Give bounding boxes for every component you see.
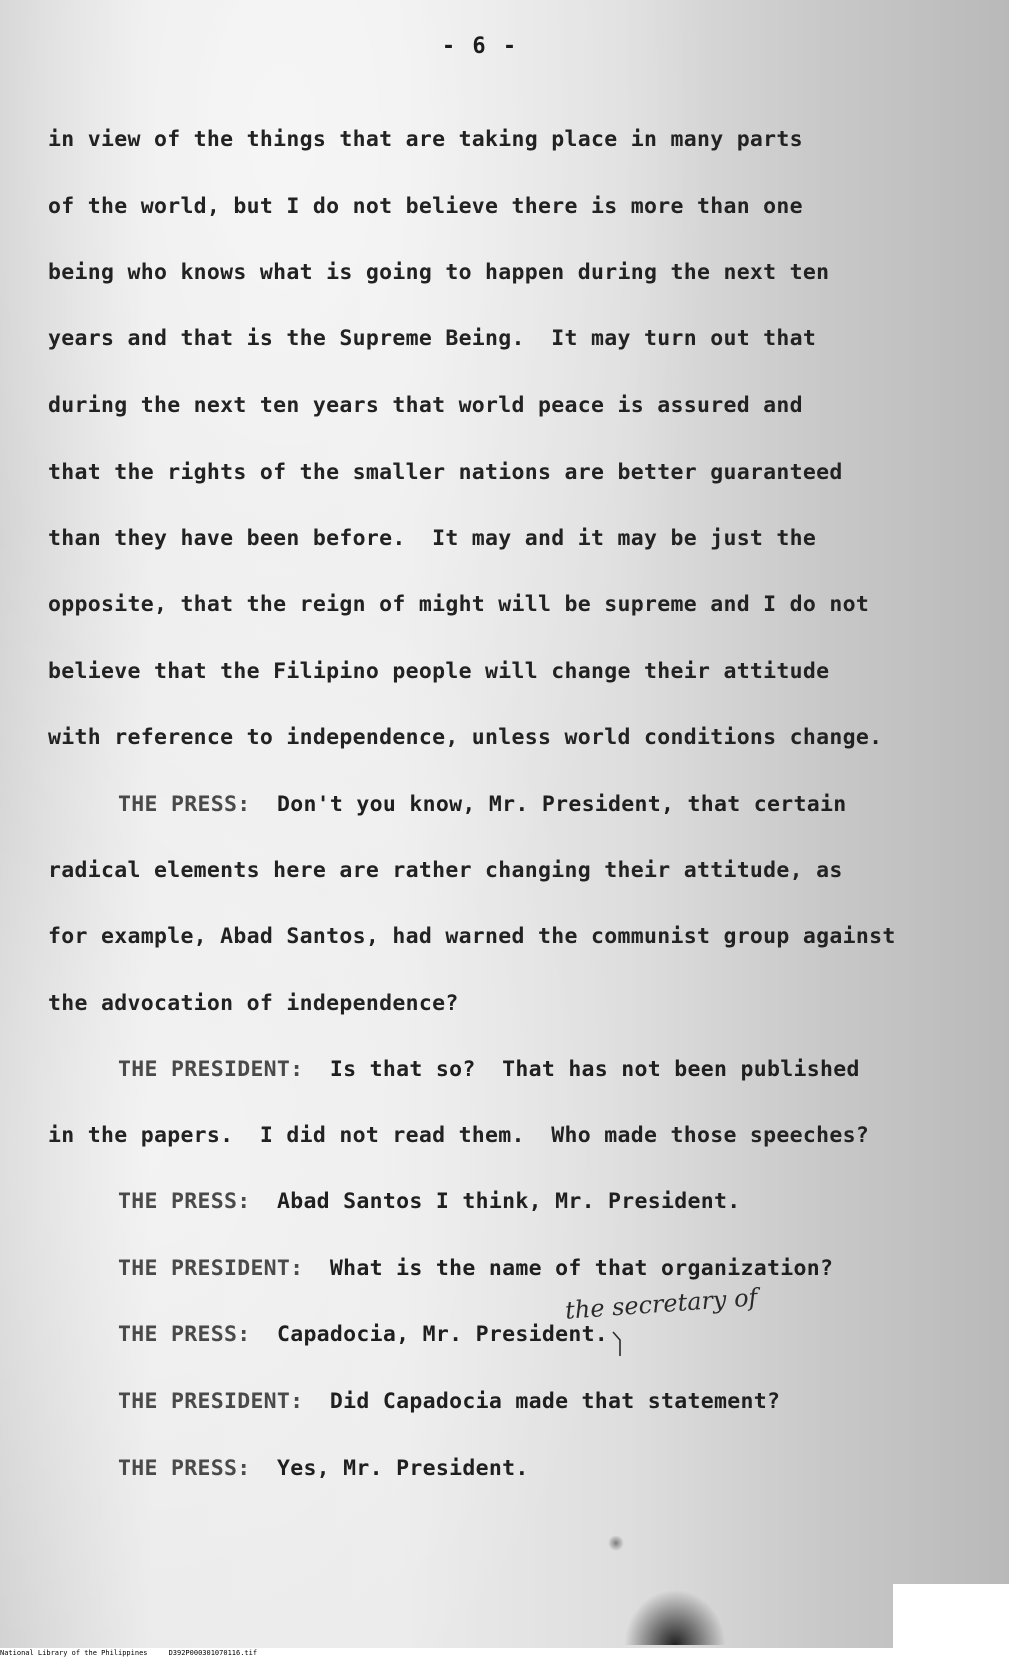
speech-text: Yes, Mr. President. — [276, 1456, 529, 1481]
speaker-label: THE PRESS: — [118, 1189, 251, 1214]
dialogue-line: the advocation of independence? — [48, 991, 459, 1016]
speech-text: What is the name of that organization? — [329, 1256, 834, 1281]
insertion-caret-icon — [611, 1330, 629, 1358]
handwritten-annotation: the secretary of — [564, 1283, 759, 1325]
white-patch — [893, 1584, 1009, 1648]
speech-text: Abad Santos I think, Mr. President. — [276, 1189, 741, 1214]
dialogue-line — [118, 792, 846, 817]
dialogue-line — [118, 1057, 860, 1082]
body-line: than they have been before. It may and it may be just the — [48, 526, 817, 551]
body-line: years and that is the Supreme Being. It may turn out that — [48, 326, 817, 351]
body-line: in view of the things that are taking place in many parts — [48, 127, 803, 152]
body-line: being who knows what is going to happen during the next ten — [48, 260, 830, 285]
speaker-label: THE PRESIDENT: — [118, 1256, 304, 1281]
speech-text: Don't you know, Mr. President, that certain — [276, 792, 847, 817]
speaker-label: THE PRESIDENT: — [118, 1389, 304, 1414]
archive-footer: National Library of the Philippines D392P000301070116.tif — [0, 1649, 258, 1657]
dialogue-line — [118, 1189, 741, 1214]
speech-text: Did Capadocia made that statement? — [329, 1389, 781, 1414]
body-line: that the rights of the smaller nations are better guaranteed — [48, 460, 843, 485]
scan-shadow — [620, 1585, 730, 1645]
body-line: opposite, that the reign of might will be supreme and I do not — [48, 592, 870, 617]
speech-text: Capadocia, Mr. President. — [276, 1322, 609, 1347]
dialogue-line — [118, 1456, 529, 1481]
page-number: - 6 - — [441, 34, 519, 59]
body-line: with reference to independence, unless world conditions change. — [48, 725, 883, 750]
speaker-label: THE PRESS: — [118, 792, 251, 817]
dialogue-line — [118, 1322, 608, 1347]
dialogue-line — [118, 1256, 833, 1281]
speaker-label: THE PRESS: — [118, 1456, 251, 1481]
body-line: of the world, but I do not believe there is more than one — [48, 194, 803, 219]
body-line: believe that the Filipino people will change their attitude — [48, 659, 830, 684]
body-line: during the next ten years that world peace is assured and — [48, 393, 803, 418]
dialogue-line: radical elements here are rather changing their attitude, as — [48, 858, 843, 883]
dialogue-line: for example, Abad Santos, had warned the communist group against — [48, 924, 896, 949]
speech-text: Is that so? That has not been published — [329, 1057, 860, 1082]
ink-smudge — [608, 1535, 624, 1551]
dialogue-line — [118, 1389, 780, 1414]
speaker-label: THE PRESIDENT: — [118, 1057, 304, 1082]
speaker-label: THE PRESS: — [118, 1322, 251, 1347]
dialogue-line: in the papers. I did not read them. Who made those speeches? — [48, 1123, 870, 1148]
